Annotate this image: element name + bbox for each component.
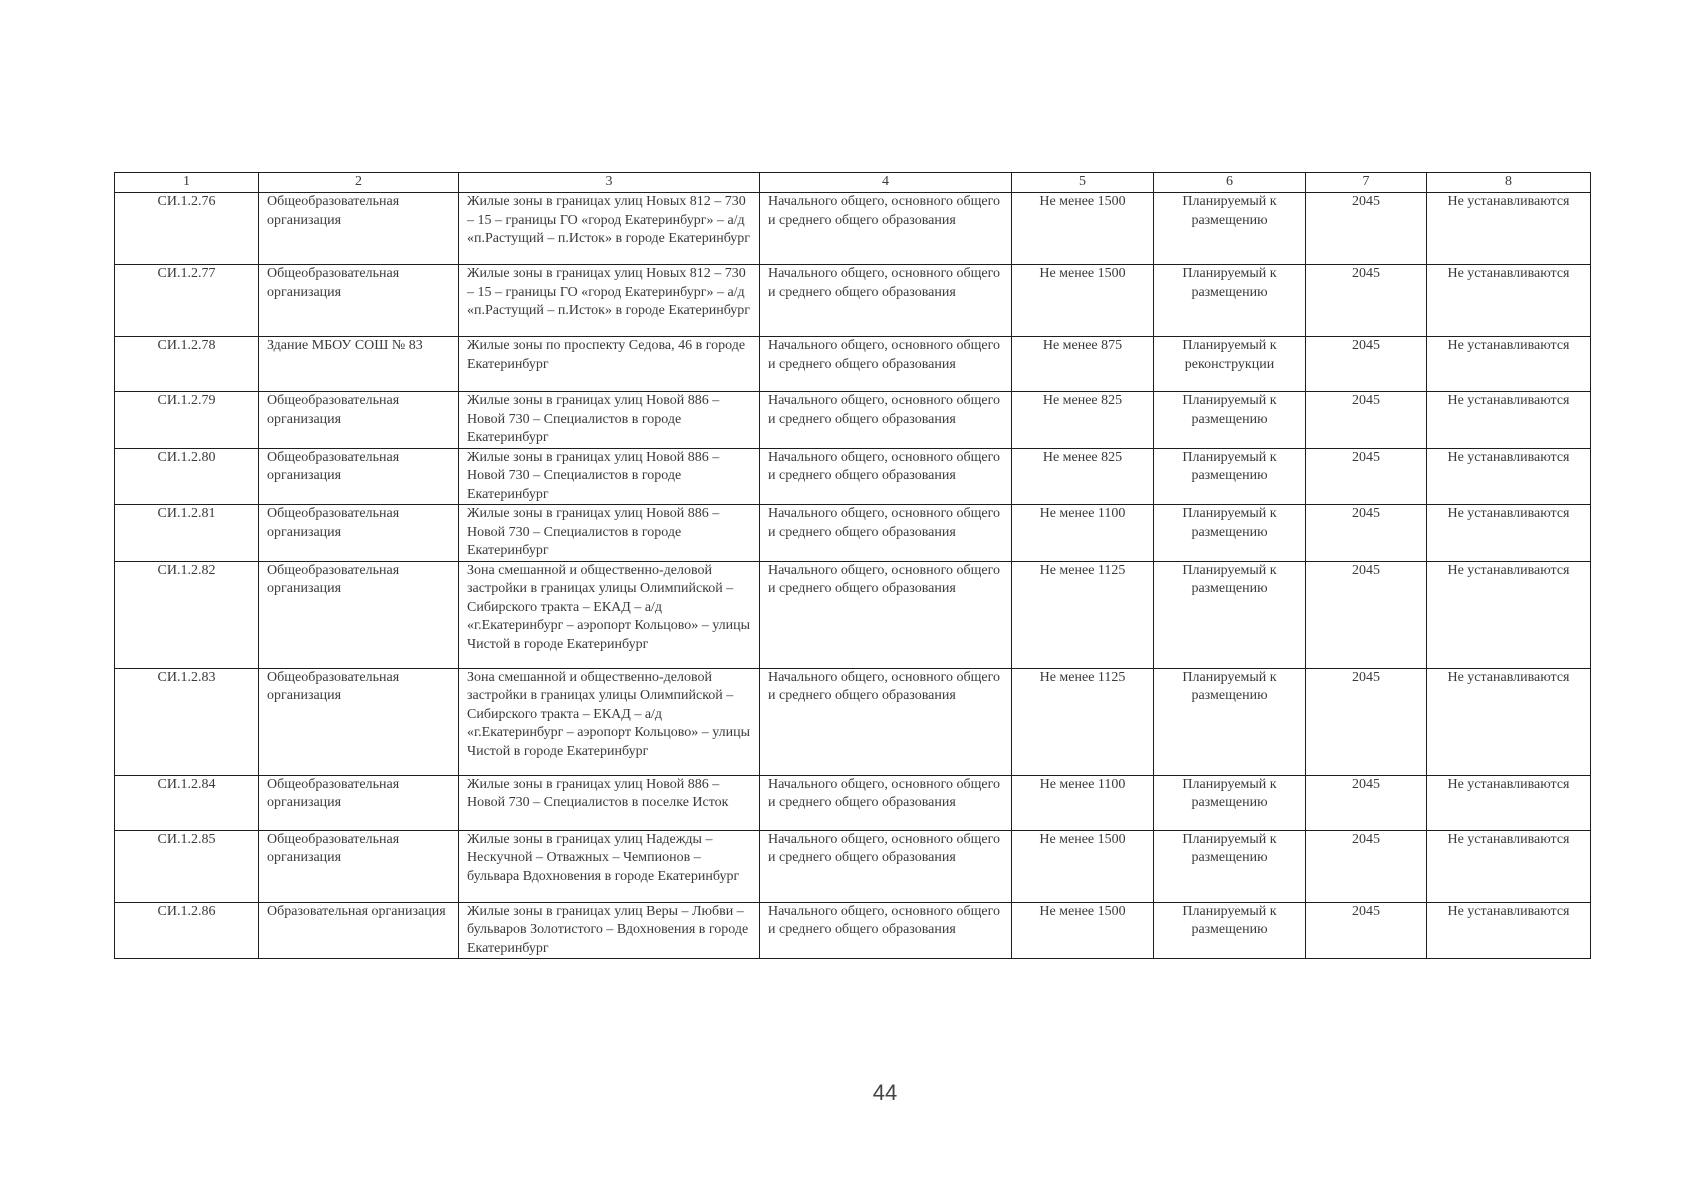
column-header-5: 5 [1012, 173, 1154, 193]
table-cell-col-8: Не устанавливаются [1427, 265, 1591, 337]
table-cell-col-6: Планируемый к размещению [1154, 392, 1306, 449]
table-cell-col-6: Планируемый к размещению [1154, 448, 1306, 505]
table-cell-col-6: Планируемый к размещению [1154, 902, 1306, 959]
table-row [115, 193, 1591, 265]
table-cell-col-1: СИ.1.2.80 [115, 448, 259, 505]
table-cell-col-5: Не менее 1100 [1012, 505, 1154, 562]
table-cell-col-6: Планируемый к размещению [1154, 193, 1306, 265]
column-header-4: 4 [760, 173, 1012, 193]
table-cell-col-3: Жилые зоны в границах улиц Надежды – Нескучной – Отважных – Чемпионов – бульвара Вдохновения в городе Екатеринбург [459, 830, 760, 902]
table-cell-col-7: 2045 [1306, 775, 1427, 830]
table-cell-col-3: Зона смешанной и общественно-деловой застройки в границах улицы Олимпийской – Сибирского тракта – ЕКАД – а/д «г.Екатеринбург – аэропорт Кольцово» – улицы Чистой в городе Екатеринбург [459, 561, 760, 668]
table-cell-col-1: СИ.1.2.79 [115, 392, 259, 449]
table-cell-col-2: Общеобразовательная организация [259, 775, 459, 830]
header-row [115, 173, 1591, 193]
table-cell-col-3: Зона смешанной и общественно-деловой застройки в границах улицы Олимпийской – Сибирского тракта – ЕКАД – а/д «г.Екатеринбург – аэропорт Кольцово» – улицы Чистой в городе Екатеринбург [459, 668, 760, 775]
table-cell-col-2: Общеобразовательная организация [259, 505, 459, 562]
table-cell-col-2: Общеобразовательная организация [259, 193, 459, 265]
table-cell-col-5: Не менее 1500 [1012, 265, 1154, 337]
column-header-8: 8 [1427, 173, 1591, 193]
table-row [115, 668, 1591, 775]
table-cell-col-1: СИ.1.2.86 [115, 902, 259, 959]
table-row [115, 775, 1591, 830]
table-cell-col-6: Планируемый к размещению [1154, 505, 1306, 562]
table-cell-col-3: Жилые зоны в границах улиц Новой 886 – Новой 730 – Специалистов в поселке Исток [459, 775, 760, 830]
table-cell-col-4: Начального общего, основного общего и среднего общего образования [760, 561, 1012, 668]
table-cell-col-8: Не устанавливаются [1427, 668, 1591, 775]
table-cell-col-2: Общеобразовательная организация [259, 668, 459, 775]
table-cell-col-7: 2045 [1306, 830, 1427, 902]
table-cell-col-2: Общеобразовательная организация [259, 830, 459, 902]
planning-table [114, 172, 1591, 959]
table-cell-col-7: 2045 [1306, 902, 1427, 959]
table-cell-col-4: Начального общего, основного общего и среднего общего образования [760, 902, 1012, 959]
table-cell-col-1: СИ.1.2.81 [115, 505, 259, 562]
page-number: 44 [872, 1080, 898, 1105]
table-row [115, 505, 1591, 562]
table-header [115, 173, 1591, 193]
table-cell-col-8: Не устанавливаются [1427, 505, 1591, 562]
table-cell-col-8: Не устанавливаются [1427, 830, 1591, 902]
table-cell-col-5: Не менее 1500 [1012, 902, 1154, 959]
table-cell-col-1: СИ.1.2.84 [115, 775, 259, 830]
table-cell-col-5: Не менее 1500 [1012, 830, 1154, 902]
table-cell-col-6: Планируемый к размещению [1154, 561, 1306, 668]
table-row [115, 337, 1591, 392]
table-cell-col-7: 2045 [1306, 193, 1427, 265]
table-cell-col-7: 2045 [1306, 668, 1427, 775]
table-cell-col-6: Планируемый к размещению [1154, 668, 1306, 775]
table-cell-col-7: 2045 [1306, 561, 1427, 668]
table-cell-col-4: Начального общего, основного общего и среднего общего образования [760, 337, 1012, 392]
table-row [115, 265, 1591, 337]
table-cell-col-3: Жилые зоны в границах улиц Новой 886 – Новой 730 – Специалистов в городе Екатеринбург [459, 505, 760, 562]
column-header-1: 1 [115, 173, 259, 193]
table-cell-col-2: Общеобразовательная организация [259, 448, 459, 505]
table-cell-col-5: Не менее 1100 [1012, 775, 1154, 830]
table-cell-col-7: 2045 [1306, 392, 1427, 449]
table-cell-col-8: Не устанавливаются [1427, 902, 1591, 959]
table-cell-col-3: Жилые зоны в границах улиц Новых 812 – 730 – 15 – границы ГО «город Екатеринбург» – а/д «п.Растущий – п.Исток» в городе Екатеринбург [459, 193, 760, 265]
table-cell-col-5: Не менее 825 [1012, 392, 1154, 449]
table-cell-col-3: Жилые зоны в границах улиц Новых 812 – 730 – 15 – границы ГО «город Екатеринбург» – а/д «п.Растущий – п.Исток» в городе Екатеринбург [459, 265, 760, 337]
column-header-2: 2 [259, 173, 459, 193]
table-cell-col-5: Не менее 1500 [1012, 193, 1154, 265]
table-cell-col-4: Начального общего, основного общего и среднего общего образования [760, 392, 1012, 449]
table-cell-col-3: Жилые зоны в границах улиц Веры – Любви – бульваров Золотистого – Вдохновения в городе Екатеринбург [459, 902, 760, 959]
table-cell-col-8: Не устанавливаются [1427, 775, 1591, 830]
table-cell-col-8: Не устанавливаются [1427, 337, 1591, 392]
table-cell-col-8: Не устанавливаются [1427, 561, 1591, 668]
table-cell-col-7: 2045 [1306, 505, 1427, 562]
table-cell-col-2: Здание МБОУ СОШ № 83 [259, 337, 459, 392]
table-cell-col-2: Общеобразовательная организация [259, 265, 459, 337]
table-cell-col-4: Начального общего, основного общего и среднего общего образования [760, 668, 1012, 775]
table-cell-col-3: Жилые зоны в границах улиц Новой 886 – Новой 730 – Специалистов в городе Екатеринбург [459, 392, 760, 449]
table-cell-col-2: Общеобразовательная организация [259, 392, 459, 449]
table-row [115, 448, 1591, 505]
column-header-3: 3 [459, 173, 760, 193]
table-cell-col-5: Не менее 825 [1012, 448, 1154, 505]
table-cell-col-6: Планируемый к размещению [1154, 830, 1306, 902]
table-cell-col-4: Начального общего, основного общего и среднего общего образования [760, 265, 1012, 337]
table-cell-col-1: СИ.1.2.83 [115, 668, 259, 775]
table-cell-col-2: Общеобразовательная организация [259, 561, 459, 668]
table-cell-col-8: Не устанавливаются [1427, 193, 1591, 265]
table-cell-col-5: Не менее 875 [1012, 337, 1154, 392]
table-cell-col-4: Начального общего, основного общего и среднего общего образования [760, 775, 1012, 830]
table-cell-col-8: Не устанавливаются [1427, 392, 1591, 449]
table-cell-col-5: Не менее 1125 [1012, 668, 1154, 775]
table-cell-col-2: Образовательная организация [259, 902, 459, 959]
table-row [115, 392, 1591, 449]
table-cell-col-7: 2045 [1306, 265, 1427, 337]
table-cell-col-4: Начального общего, основного общего и среднего общего образования [760, 448, 1012, 505]
table-cell-col-1: СИ.1.2.85 [115, 830, 259, 902]
column-header-6: 6 [1154, 173, 1306, 193]
table-cell-col-1: СИ.1.2.82 [115, 561, 259, 668]
table-cell-col-1: СИ.1.2.76 [115, 193, 259, 265]
table-cell-col-6: Планируемый к реконструкции [1154, 337, 1306, 392]
table-cell-col-4: Начального общего, основного общего и среднего общего образования [760, 193, 1012, 265]
table-cell-col-6: Планируемый к размещению [1154, 265, 1306, 337]
table-cell-col-4: Начального общего, основного общего и среднего общего образования [760, 830, 1012, 902]
table-cell-col-3: Жилые зоны по проспекту Седова, 46 в городе Екатеринбург [459, 337, 760, 392]
table-cell-col-6: Планируемый к размещению [1154, 775, 1306, 830]
table-row [115, 561, 1591, 668]
table-cell-col-7: 2045 [1306, 448, 1427, 505]
column-header-7: 7 [1306, 173, 1427, 193]
table-cell-col-1: СИ.1.2.78 [115, 337, 259, 392]
table-cell-col-1: СИ.1.2.77 [115, 265, 259, 337]
table-cell-col-4: Начального общего, основного общего и среднего общего образования [760, 505, 1012, 562]
table-cell-col-3: Жилые зоны в границах улиц Новой 886 – Новой 730 – Специалистов в городе Екатеринбург [459, 448, 760, 505]
table-row [115, 902, 1591, 959]
table-cell-col-8: Не устанавливаются [1427, 448, 1591, 505]
table-row [115, 830, 1591, 902]
table-body [115, 193, 1591, 959]
table-cell-col-5: Не менее 1125 [1012, 561, 1154, 668]
table-cell-col-7: 2045 [1306, 337, 1427, 392]
